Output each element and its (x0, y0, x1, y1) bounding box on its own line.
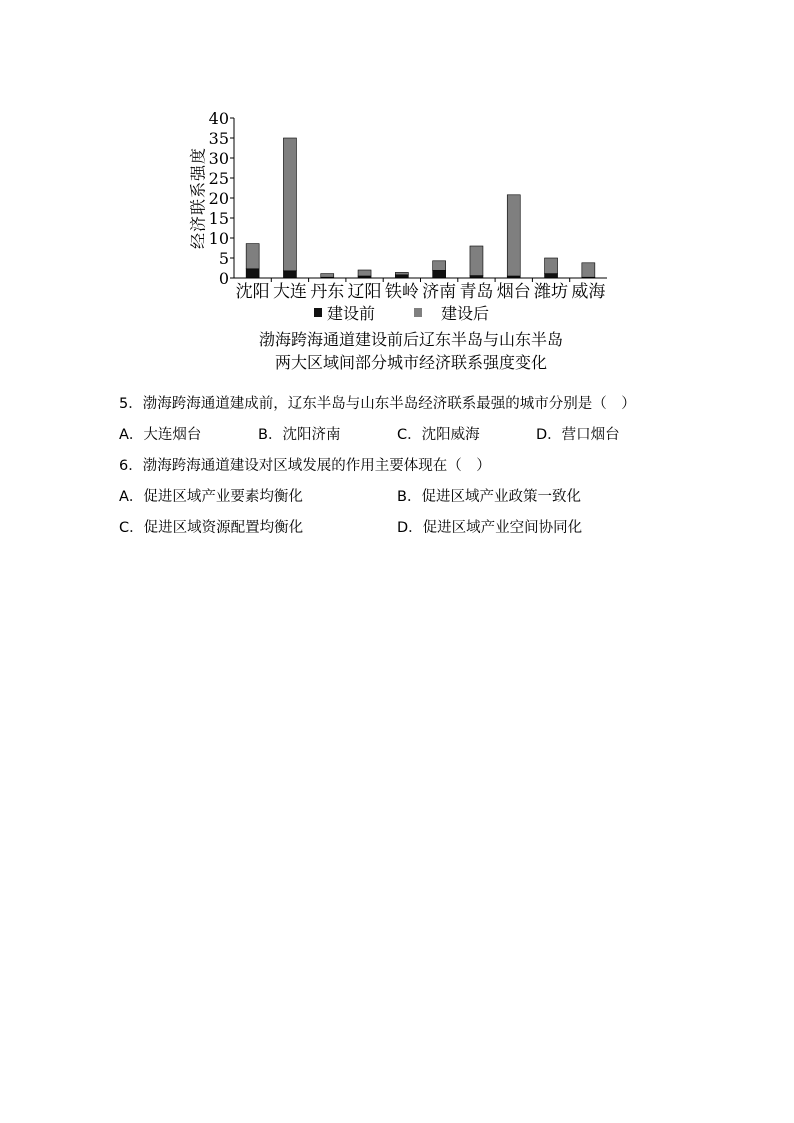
bar-after (395, 272, 408, 274)
x-tick-label: 铁岭 (384, 282, 419, 302)
question-5-option-c[interactable]: C．沈阳威海 (397, 427, 480, 443)
question-6-option-d[interactable]: D．促进区域产业空间协同化 (397, 520, 583, 536)
x-tick-label: 大连 (272, 282, 307, 302)
bar-before (246, 269, 259, 278)
chart-legend (314, 304, 489, 323)
chart-bars (246, 138, 595, 282)
y-tick-label: 10 (208, 229, 229, 248)
x-tick-label: 青岛 (459, 282, 494, 302)
legend-label-before: 建设前 (327, 304, 376, 323)
y-tick-label: 35 (208, 129, 229, 148)
bar-before (433, 270, 446, 278)
bar-after (470, 246, 483, 276)
legend-swatch-after (414, 308, 422, 317)
bar-after (246, 244, 259, 269)
y-tick-label: 0 (218, 269, 229, 288)
x-tick-label: 烟台 (496, 282, 531, 302)
bar-before (545, 274, 558, 278)
legend-label-after: 建设后 (441, 304, 490, 323)
question-5-stem: 5．渤海跨海通道建成前，辽东半岛与山东半岛经济联系最强的城市分别是（ ） (119, 396, 636, 412)
question-6-option-a[interactable]: A．促进区域产业要素均衡化 (119, 489, 303, 505)
question-5-option-b[interactable]: B．沈阳济南 (258, 427, 341, 443)
question-6-option-b[interactable]: B．促进区域产业政策一致化 (397, 489, 581, 505)
legend-swatch-before (314, 308, 322, 317)
bar-after (433, 261, 446, 271)
y-tick-label: 5 (218, 249, 229, 268)
bar-after (283, 138, 296, 271)
bar-after (358, 270, 371, 276)
bar-after (321, 274, 334, 278)
bar-after (507, 195, 520, 276)
y-tick-label: 30 (208, 149, 229, 168)
y-axis-ticks (209, 109, 234, 288)
x-tick-label: 济南 (422, 282, 457, 302)
x-axis-labels (236, 282, 606, 302)
y-tick-label: 20 (208, 189, 229, 208)
y-tick-label: 15 (208, 209, 229, 228)
bar-before (283, 271, 296, 278)
x-tick-label: 丹东 (310, 282, 345, 302)
x-tick-label: 潍坊 (534, 282, 569, 302)
x-tick-label: 威海 (571, 282, 606, 302)
y-tick-label: 40 (208, 109, 229, 128)
question-6-stem: 6．渤海跨海通道建设对区域发展的作用主要体现在（ ） (119, 458, 491, 474)
question-6-option-c[interactable]: C．促进区域资源配置均衡化 (119, 520, 304, 536)
bar-after (545, 258, 558, 274)
question-5-option-d[interactable]: D．营口烟台 (536, 427, 620, 443)
x-tick-label: 辽阳 (347, 282, 382, 302)
chart-title-line-2: 两大区域间部分城市经济联系强度变化 (274, 353, 548, 372)
bar-after (582, 263, 595, 277)
y-axis-label: 经济联系强度 (188, 146, 208, 250)
y-tick-label: 25 (208, 169, 229, 188)
chart-title-line-1: 渤海跨海通道建设前后辽东半岛与山东半岛 (258, 330, 564, 349)
x-tick-label: 沈阳 (235, 282, 270, 302)
question-5-option-a[interactable]: A．大连烟台 (119, 427, 202, 443)
stacked-bar-chart (0, 0, 794, 380)
